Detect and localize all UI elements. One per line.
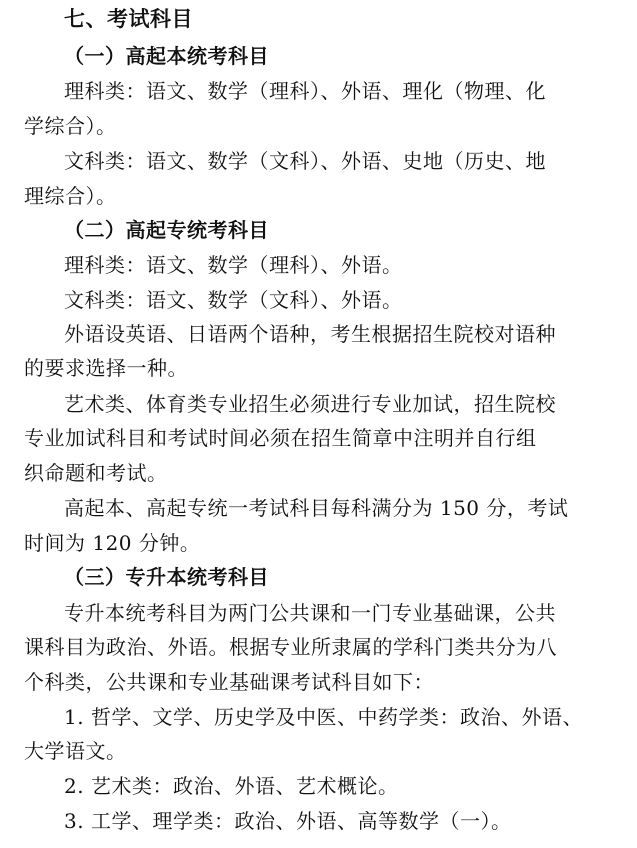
zsb-item3: 3. 工学、理学类：政治、外语、高等数学（一）。: [64, 809, 512, 833]
gqb-science-line1: 理科类：语文、数学（理科）、外语、理化（物理、化: [64, 79, 546, 103]
gqb-science-line2: 学综合）。: [24, 114, 117, 138]
zsb-item2: 2. 艺术类：政治、外语、艺术概论。: [64, 774, 399, 798]
section-title: 七、考试科目: [64, 6, 193, 31]
zsb-heading: （三）专升本统考科目: [64, 565, 269, 589]
zsb-intro-line3: 个科类，公共课和专业基础课考试科目如下：: [24, 670, 434, 694]
gqz-art-sport-line2: 专业加试科目和考试时间必须在招生简章中注明并自行组: [24, 426, 537, 450]
gqb-heading: （一）高起本统考科目: [64, 44, 269, 68]
gqb-arts-line1: 文科类：语文、数学（文科）、外语、史地（历史、地: [64, 149, 546, 173]
gqz-score-line1: 高起本、高起专统一考试科目每科满分为 150 分，考试: [64, 496, 569, 520]
gqz-science: 理科类：语文、数学（理科）、外语。: [64, 253, 403, 277]
zsb-intro-line2: 课科目为政治、外语。根据专业所隶属的学科门类共分为八: [24, 635, 557, 659]
zsb-intro-line1: 专升本统考科目为两门公共课和一门专业基础课，公共: [64, 601, 556, 625]
gqz-heading: （二）高起专统考科目: [64, 218, 269, 242]
gqb-arts-line2: 理综合）。: [24, 184, 117, 208]
zsb-item1-line1: 1. 哲学、文学、历史学及中医、中药学类：政治、外语、: [64, 705, 583, 729]
zsb-item1-line2: 大学语文。: [24, 739, 127, 763]
gqz-language-line1: 外语设英语、日语两个语种，考生根据招生院校对语种: [64, 322, 556, 346]
gqz-score-line2: 时间为 120 分钟。: [24, 531, 201, 555]
gqz-art-sport-line1: 艺术类、体育类专业招生必须进行专业加试，招生院校: [64, 392, 556, 416]
gqz-language-line2: 的要求选择一种。: [24, 356, 188, 380]
gqz-art-sport-line3: 织命题和考试。: [24, 461, 168, 485]
gqz-arts: 文科类：语文、数学（文科）、外语。: [64, 288, 403, 312]
